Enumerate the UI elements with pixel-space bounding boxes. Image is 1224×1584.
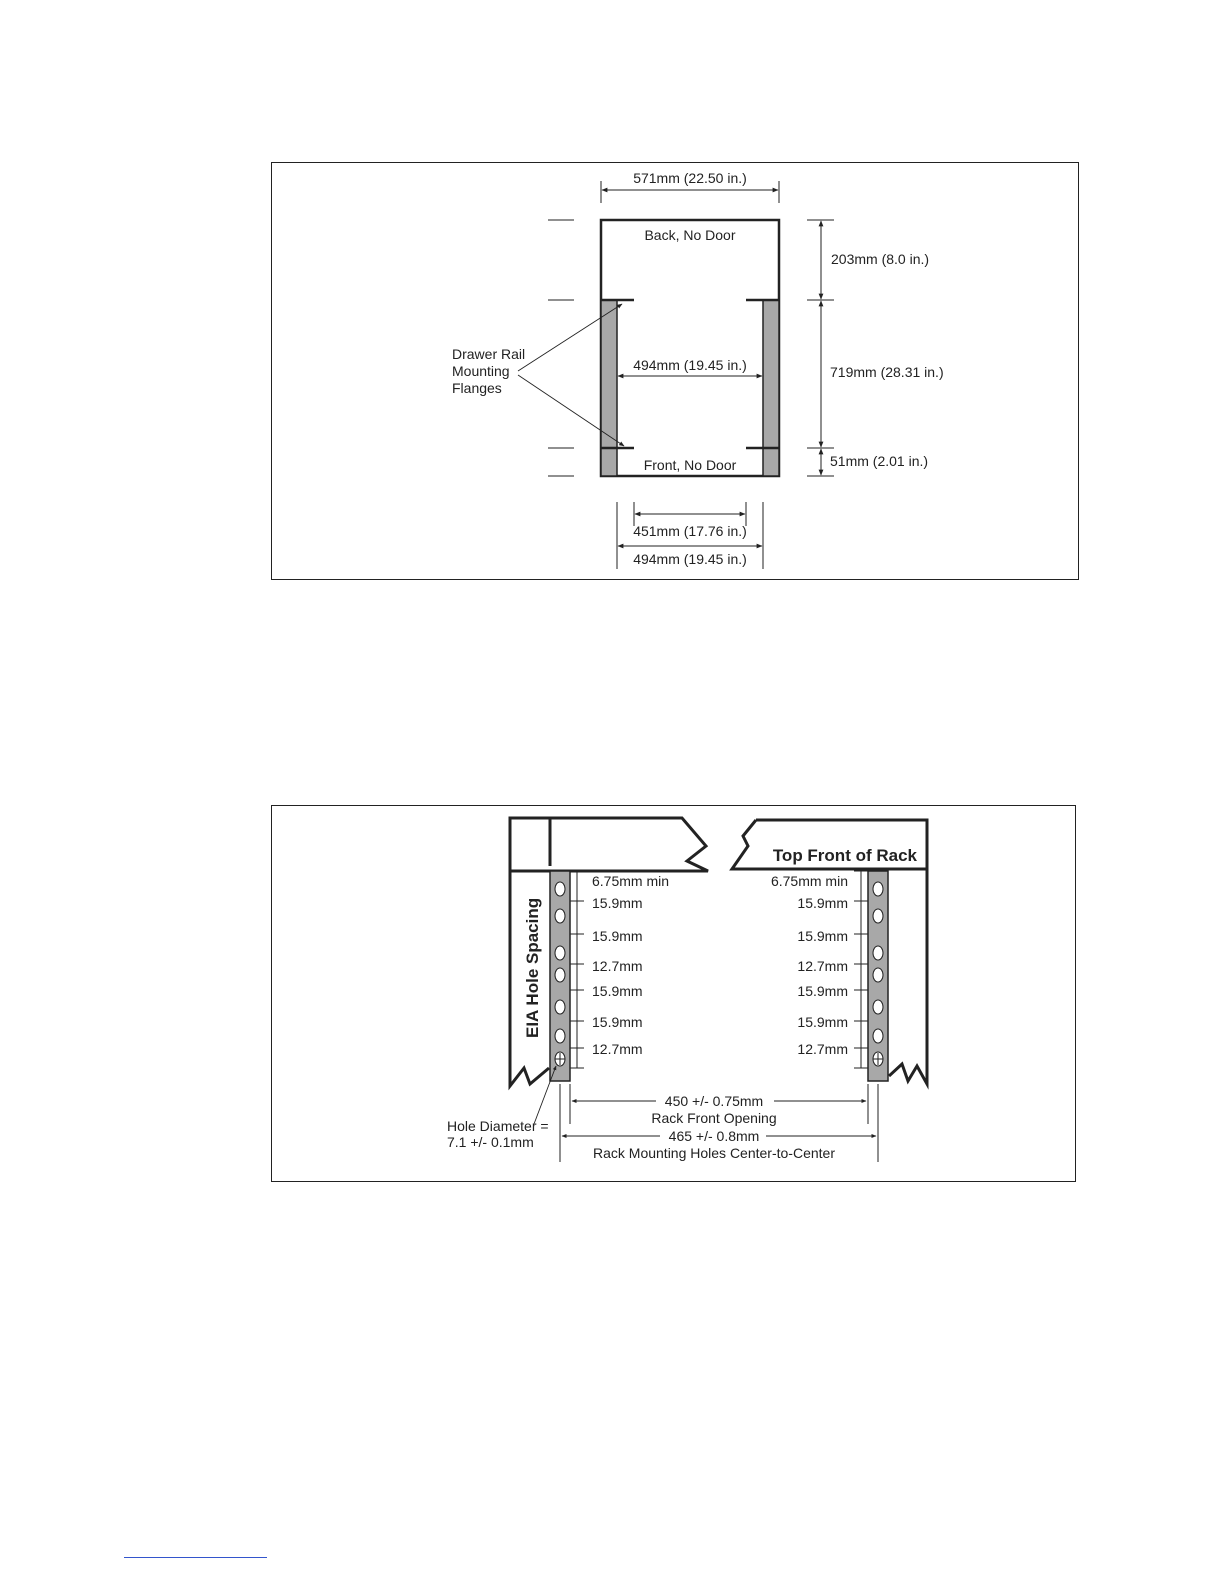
flange-label-line1: Drawer Rail xyxy=(452,346,526,362)
hole-diameter-label-2: 7.1 +/- 0.1mm xyxy=(447,1134,534,1150)
front-opening-value: 450 +/- 0.75mm xyxy=(664,1093,764,1109)
left-spacing-4: 12.7mm xyxy=(592,958,643,974)
left-spacing-7: 12.7mm xyxy=(592,1041,643,1057)
bottom-width-2-label: 494mm (19.45 in.) xyxy=(633,551,747,567)
left-bracket-top xyxy=(550,818,708,871)
inner-width-label: 494mm (19.45 in.) xyxy=(633,357,747,373)
left-spacing-5: 15.9mm xyxy=(592,983,643,999)
rack-outline xyxy=(601,220,779,476)
footnote-rule xyxy=(124,1557,267,1558)
top-front-of-rack-title: Top Front of Rack xyxy=(772,846,917,865)
right-rail xyxy=(763,300,779,476)
front-label: Front, No Door xyxy=(643,457,737,473)
right-bracket-side xyxy=(889,869,927,1084)
center-to-center-label: Rack Mounting Holes Center-to-Center xyxy=(593,1145,835,1161)
left-spacing-6: 15.9mm xyxy=(592,1014,643,1030)
right-spacing-7: 12.7mm xyxy=(797,1041,848,1057)
right-spacing-3: 15.9mm xyxy=(797,928,848,944)
left-spacing-1: 6.75mm min xyxy=(592,873,670,889)
right-spacing-2: 15.9mm xyxy=(797,895,848,911)
eia-hole-spacing-figure xyxy=(271,805,1076,1182)
right-spacing-5: 15.9mm xyxy=(797,983,848,999)
rack-top-view-diagram xyxy=(272,163,1078,579)
right-spacing-4: 12.7mm xyxy=(797,958,848,974)
depth-middle-label: 719mm (28.31 in.) xyxy=(830,364,944,380)
front-opening-label: Rack Front Opening xyxy=(651,1110,777,1126)
rack-dimensions-figure xyxy=(271,162,1079,580)
eia-hole-spacing-label: EIA Hole Spacing xyxy=(523,897,542,1038)
bottom-width-1-label: 451mm (17.76 in.) xyxy=(633,523,747,539)
flange-label-line3: Flanges xyxy=(452,380,502,396)
back-label: Back, No Door xyxy=(644,227,736,243)
left-spacing-2: 15.9mm xyxy=(592,895,643,911)
flange-label-line2: Mounting xyxy=(452,363,510,379)
right-spacing-1: 6.75mm min xyxy=(770,873,848,889)
depth-front-label: 51mm (2.01 in.) xyxy=(830,453,929,469)
depth-back-label: 203mm (8.0 in.) xyxy=(831,251,930,267)
center-to-center-value: 465 +/- 0.8mm xyxy=(668,1128,760,1144)
eia-hole-spacing-diagram xyxy=(272,806,1075,1181)
left-rail xyxy=(601,300,617,476)
right-spacing-6: 15.9mm xyxy=(797,1014,848,1030)
hole-diameter-label-1: Hole Diameter = xyxy=(447,1118,549,1134)
top-width-label: 571mm (22.50 in.) xyxy=(633,170,747,186)
left-spacing-3: 15.9mm xyxy=(592,928,643,944)
